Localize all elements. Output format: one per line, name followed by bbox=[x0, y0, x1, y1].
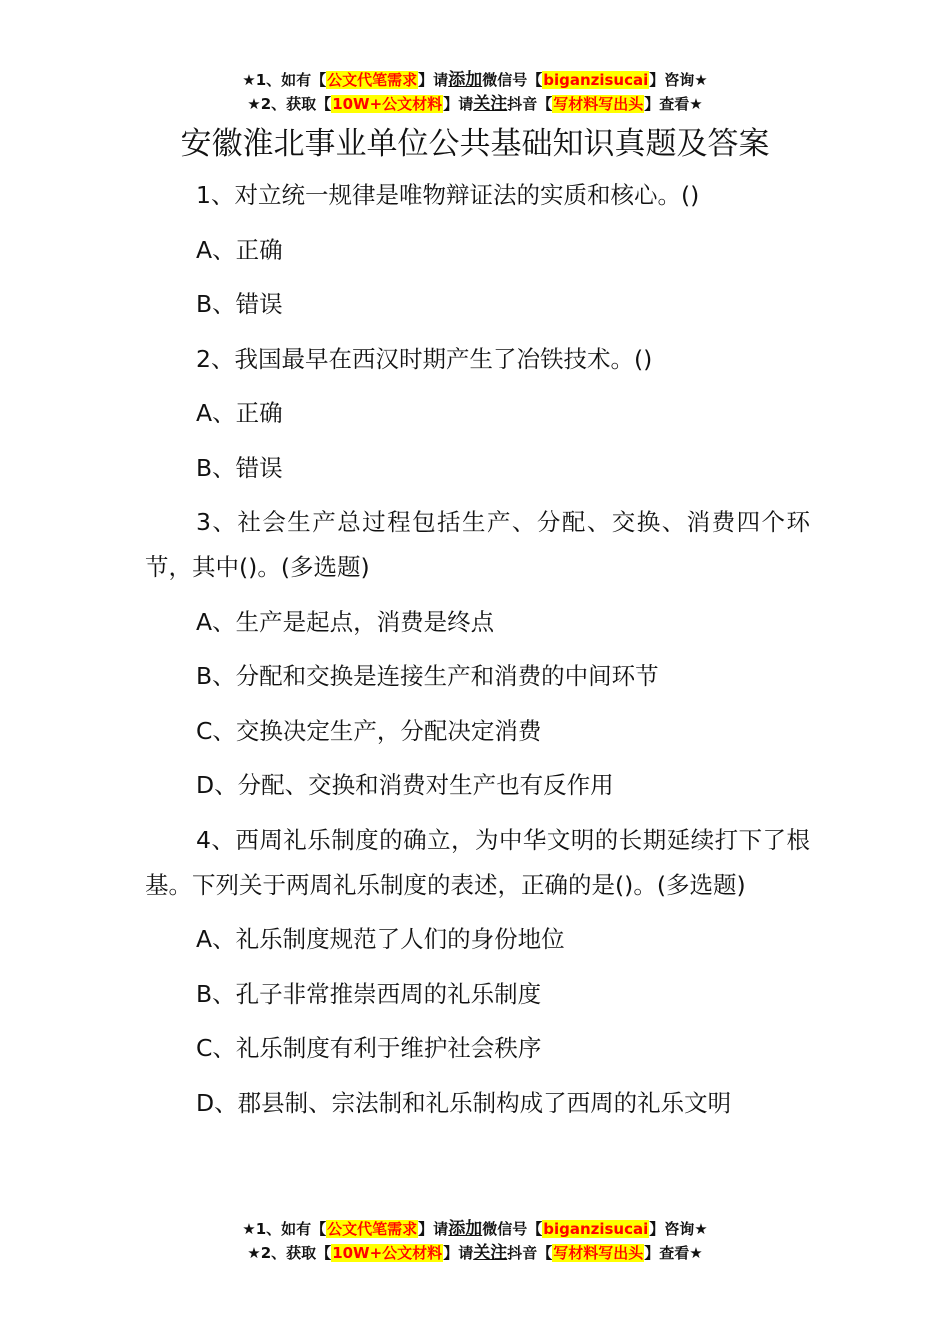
option-c: C、礼乐制度有利于维护社会秩序 bbox=[196, 1034, 542, 1062]
banner-text: 】咨询★ bbox=[649, 71, 708, 89]
banner-text: 】请 bbox=[443, 1244, 474, 1262]
option-a: A、正确 bbox=[196, 235, 283, 264]
banner-text: 】请 bbox=[418, 71, 449, 89]
banner-highlight: 10W+公文材料 bbox=[332, 1244, 443, 1262]
banner-line-1 bbox=[0, 68, 950, 92]
banner-wechat-id: biganzisucai bbox=[543, 71, 649, 89]
banner-line-2 bbox=[0, 92, 950, 116]
banner-douyin-id: 写材料写出头 bbox=[553, 95, 644, 113]
banner-text: ★2、获取【 bbox=[247, 1244, 332, 1262]
question-2: 2、我国最早在西汉时期产生了冶铁技术。() bbox=[196, 344, 653, 373]
banner-text: ★2、获取【 bbox=[247, 95, 332, 113]
banner-emphasis: 关注 bbox=[473, 1243, 508, 1263]
option-c: C、交换决定生产，分配决定消费 bbox=[196, 716, 542, 745]
header-banner bbox=[0, 68, 950, 116]
option-b: B、错误 bbox=[196, 290, 283, 318]
option-b: B、错误 bbox=[196, 453, 283, 482]
banner-emphasis: 添加 bbox=[448, 1219, 483, 1239]
banner-emphasis: 添加 bbox=[448, 70, 483, 90]
banner-text: 微信号【 bbox=[482, 1220, 543, 1238]
banner-text: ★1、如有【 bbox=[242, 1220, 327, 1238]
banner-line-1 bbox=[0, 1217, 950, 1241]
banner-text: 抖音【 bbox=[507, 95, 553, 113]
banner-highlight: 公文代笔需求 bbox=[327, 71, 418, 89]
banner-text: 抖音【 bbox=[507, 1244, 553, 1262]
option-d: D、分配、交换和消费对生产也有反作用 bbox=[196, 771, 614, 799]
banner-text: 】查看★ bbox=[644, 95, 703, 113]
footer-banner bbox=[0, 1217, 950, 1265]
banner-wechat-id: biganzisucai bbox=[543, 1220, 649, 1238]
banner-highlight: 公文代笔需求 bbox=[327, 1220, 418, 1238]
banner-text: 微信号【 bbox=[482, 71, 543, 89]
question-1: 1、对立统一规律是唯物辩证法的实质和核心。() bbox=[196, 181, 700, 209]
question-4: 4、西周礼乐制度的确立，为中华文明的长期延续打下了根基。下列关于两周礼乐制度的表述，正确的是()。(多选题) bbox=[145, 825, 810, 899]
banner-text: ★1、如有【 bbox=[242, 71, 327, 89]
option-a: A、正确 bbox=[196, 399, 283, 427]
question-3: 3、社会生产总过程包括生产、分配、交换、消费四个环节，其中()。(多选题) bbox=[145, 508, 810, 581]
banner-text: 】请 bbox=[443, 95, 474, 113]
option-d: D、郡县制、宗法制和礼乐制构成了西周的礼乐文明 bbox=[196, 1088, 732, 1117]
banner-text: 】咨询★ bbox=[649, 1220, 708, 1238]
banner-text: 】请 bbox=[418, 1220, 449, 1238]
banner-line-2 bbox=[0, 1241, 950, 1265]
option-b: B、分配和交换是连接生产和消费的中间环节 bbox=[196, 662, 659, 690]
option-a: A、生产是起点，消费是终点 bbox=[196, 607, 495, 636]
banner-highlight: 10W+公文材料 bbox=[332, 95, 443, 113]
banner-emphasis: 关注 bbox=[473, 94, 508, 114]
page-title: 安徽淮北事业单位公共基础知识真题及答案 bbox=[180, 126, 770, 162]
document-body bbox=[145, 173, 810, 1135]
option-b: B、孔子非常推崇西周的礼乐制度 bbox=[196, 979, 542, 1008]
option-a: A、礼乐制度规范了人们的身份地位 bbox=[196, 925, 565, 953]
banner-douyin-id: 写材料写出头 bbox=[553, 1244, 644, 1262]
banner-text: 】查看★ bbox=[644, 1244, 703, 1262]
